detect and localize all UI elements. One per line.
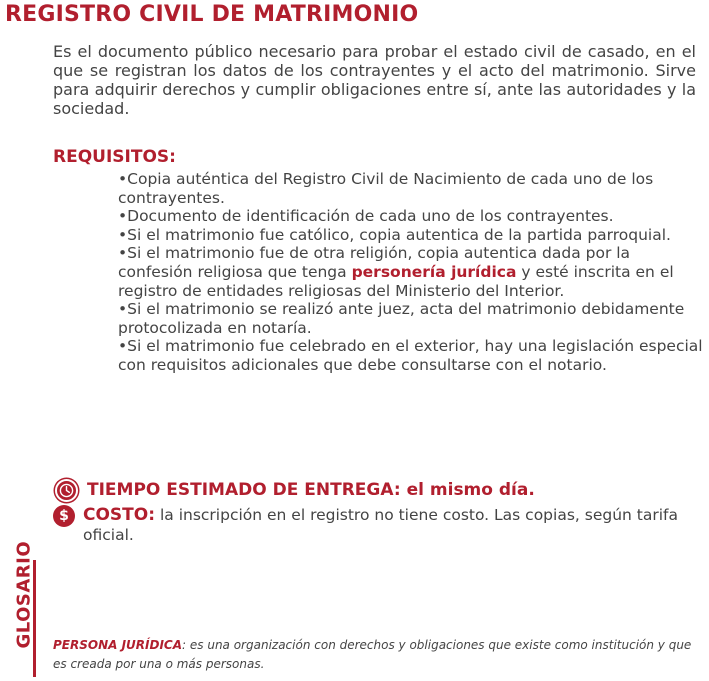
requisito-item-religion	[118, 244, 703, 300]
costo-value: la inscripción en el registro no tiene costo. Las copias, según tarifa oficial.	[83, 506, 678, 544]
glosario-entry	[53, 636, 693, 674]
tiempo-row	[53, 477, 535, 503]
intro-paragraph: Es el documento público necesario para probar el estado civil de casado, en el que se registran los datos de los contrayentes y el acto del matrimonio. Sirve para adquirir derechos y cumplir obligaciones entre sí, ante las autoridades y la sociedad.	[53, 42, 696, 118]
tiempo-value: el mismo día.	[406, 480, 535, 500]
requisito-item: •Si el matrimonio fue celebrado en el exterior, hay una legislación especial con requisitos adicionales que debe consultarse con el notario.	[118, 337, 703, 374]
requisito-item: •Si el matrimonio fue católico, copia autentica de la partida parroquial.	[118, 225, 671, 244]
clock-icon-svg	[59, 483, 74, 498]
glosario-label: GLOSARIO	[13, 540, 35, 649]
requisito-item: •Si el matrimonio se realizó ante juez, acta del matrimonio debidamente protocolizada en notaría.	[118, 300, 685, 337]
religion-text-before: •Si el matrimonio fue de otra religión, copia autentica dada por la confesión religiosa que tenga	[118, 244, 631, 281]
requisito-item: •Copia auténtica del Registro Civil de Nacimiento de cada uno de los contrayentes.	[118, 170, 654, 207]
requisito-item: •Documento de identificación de cada uno de los contrayentes.	[118, 207, 614, 226]
tiempo-label: TIEMPO ESTIMADO DE ENTREGA:	[87, 480, 401, 500]
personeria-juridica-highlight: personería jurídica	[351, 262, 517, 281]
dollar-icon: $	[53, 505, 75, 527]
religion-text-after: y esté inscrita en el registro de entidades religiosas del Ministerio del Interior.	[118, 262, 674, 300]
requisitos-list	[118, 170, 703, 375]
clock-icon	[55, 479, 78, 502]
page-title: REGISTRO CIVIL DE MATRIMONIO	[5, 2, 419, 27]
glosario-term: PERSONA JURÍDICA	[53, 638, 183, 652]
costo-row	[53, 505, 693, 545]
costo-text	[53, 505, 693, 545]
requisitos-heading: REQUISITOS:	[53, 147, 176, 167]
glosario-definition: : es una organización con derechos y obligaciones que existe como institución y que es creada por una o más personas.	[53, 638, 692, 671]
costo-label: COSTO:	[83, 505, 156, 525]
